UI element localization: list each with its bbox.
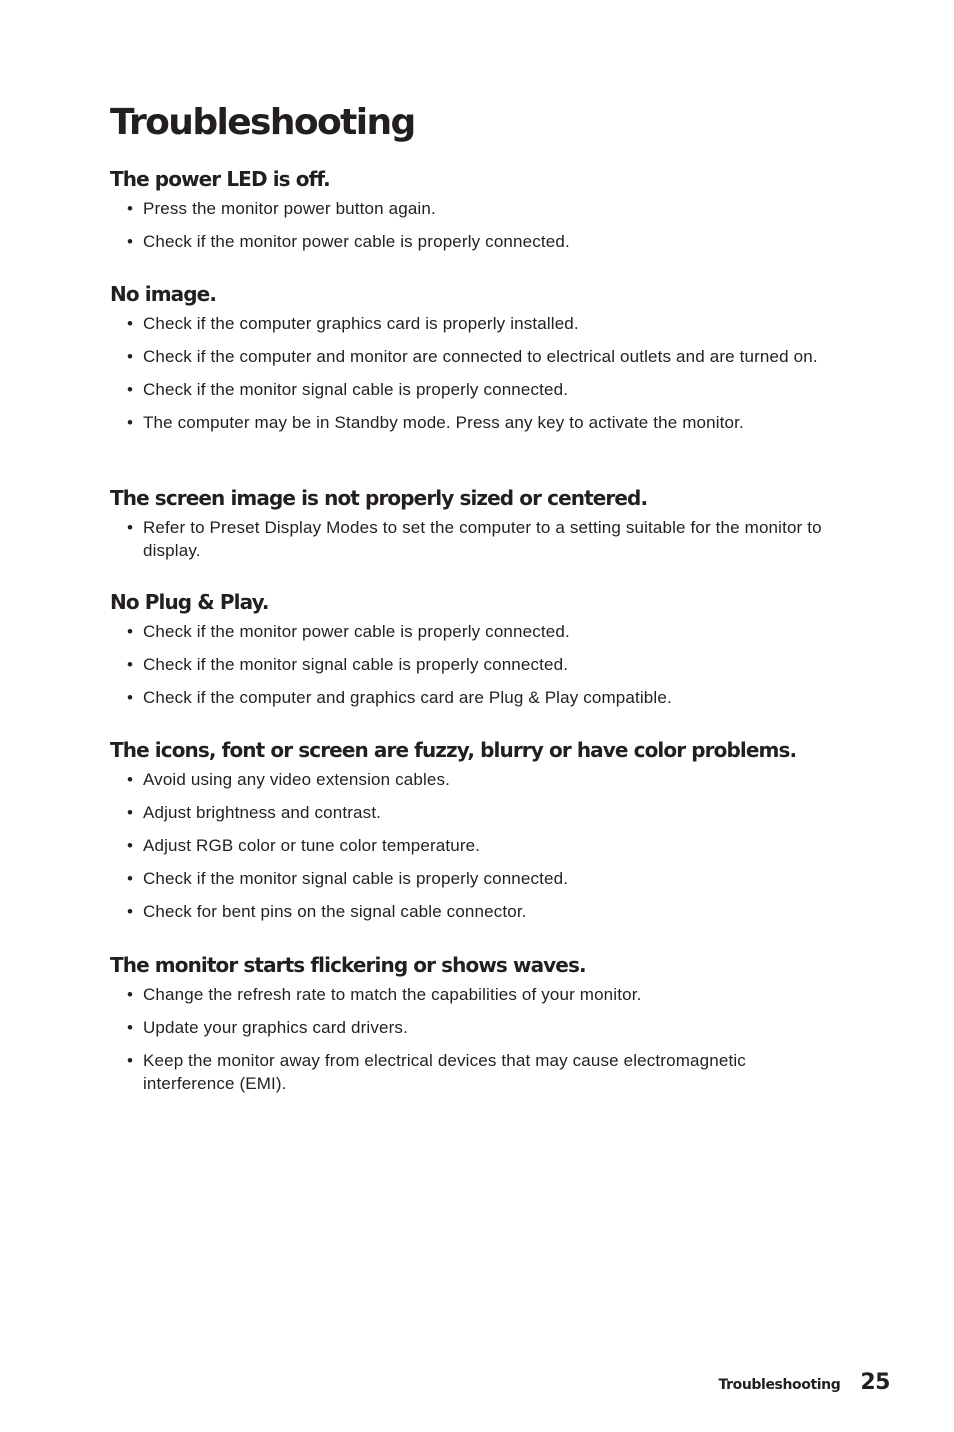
- bullet-icon: •: [127, 803, 134, 822]
- page-title: Troubleshooting: [110, 102, 415, 143]
- bullet-icon: •: [127, 232, 134, 251]
- list-item-text: Check if the computer and graphics card are Plug & Play compatible.: [143, 688, 672, 707]
- list-item-text: Press the monitor power button again.: [143, 199, 436, 218]
- list-item: [110, 197, 830, 220]
- list-item: [110, 1049, 830, 1095]
- bullet-icon: •: [127, 655, 134, 674]
- list-item-text: Keep the monitor away from electrical devices that may cause electromagnetic interference (EMI).: [143, 1051, 746, 1093]
- list-item: [110, 378, 830, 401]
- bullet-list: [110, 768, 830, 923]
- list-item: [110, 411, 830, 434]
- bullet-icon: •: [127, 688, 134, 707]
- section-heading: The monitor starts flickering or shows waves.: [110, 953, 586, 977]
- section-fuzzy-display: [110, 737, 830, 933]
- page-number: 25: [860, 1370, 890, 1395]
- list-item-text: Change the refresh rate to match the capabilities of your monitor.: [143, 985, 642, 1004]
- list-item-text: Check if the monitor signal cable is properly connected.: [143, 655, 569, 674]
- bullet-list: [110, 516, 830, 562]
- bullet-list: [110, 983, 830, 1095]
- list-item: [110, 867, 830, 890]
- section-screen-size: [110, 485, 830, 572]
- list-item-text: Refer to Preset Display Modes to set the computer to a setting suitable for the monitor to display.: [143, 518, 822, 560]
- section-heading: No Plug & Play.: [110, 590, 269, 614]
- section-power-led: [110, 166, 830, 263]
- bullet-icon: •: [127, 380, 134, 399]
- bullet-list: [110, 312, 830, 434]
- list-item-text: Check for bent pins on the signal cable connector.: [143, 902, 527, 921]
- bullet-icon: •: [127, 413, 134, 432]
- bullet-icon: •: [127, 770, 134, 789]
- bullet-icon: •: [127, 902, 134, 921]
- list-item: [110, 834, 830, 857]
- page-footer: [719, 1370, 890, 1395]
- list-item: [110, 230, 830, 253]
- list-item: [110, 653, 830, 676]
- list-item-text: Update your graphics card drivers.: [143, 1018, 408, 1037]
- bullet-icon: •: [127, 199, 134, 218]
- bullet-list: [110, 620, 830, 709]
- list-item: [110, 516, 830, 562]
- section-no-image: [110, 281, 830, 444]
- list-item: [110, 686, 830, 709]
- list-item: [110, 801, 830, 824]
- list-item: [110, 768, 830, 791]
- list-item: [110, 983, 830, 1006]
- footer-section-label: Troubleshooting: [718, 1377, 841, 1393]
- section-heading: The icons, font or screen are fuzzy, blurry or have color problems.: [110, 738, 797, 762]
- list-item-text: Check if the monitor signal cable is properly connected.: [143, 380, 569, 399]
- bullet-icon: •: [127, 622, 134, 641]
- list-item-text: Avoid using any video extension cables.: [143, 770, 451, 789]
- list-item: [110, 312, 830, 335]
- bullet-icon: •: [127, 518, 134, 537]
- section-plug-and-play: [110, 589, 830, 719]
- list-item: [110, 900, 830, 923]
- bullet-icon: •: [127, 347, 134, 366]
- bullet-icon: •: [127, 836, 134, 855]
- bullet-icon: •: [127, 314, 134, 333]
- list-item: [110, 620, 830, 643]
- list-item: [110, 1016, 830, 1039]
- list-item-text: Check if the computer graphics card is properly installed.: [143, 314, 579, 333]
- bullet-list: [110, 197, 830, 253]
- list-item-text: Adjust brightness and contrast.: [143, 803, 382, 822]
- bullet-icon: •: [127, 869, 134, 888]
- list-item-text: Adjust RGB color or tune color temperature.: [143, 836, 481, 855]
- list-item-text: Check if the monitor signal cable is properly connected.: [143, 869, 569, 888]
- list-item-text: Check if the computer and monitor are connected to electrical outlets and are turned on.: [143, 347, 818, 366]
- section-flickering: [110, 952, 830, 1105]
- list-item-text: Check if the monitor power cable is properly connected.: [143, 232, 570, 251]
- bullet-icon: •: [127, 985, 134, 1004]
- section-heading: The screen image is not properly sized or centered.: [110, 486, 648, 510]
- bullet-icon: •: [127, 1018, 134, 1037]
- section-heading: No image.: [110, 282, 217, 306]
- section-heading: The power LED is off.: [110, 167, 330, 191]
- list-item-text: Check if the monitor power cable is properly connected.: [143, 622, 570, 641]
- list-item-text: The computer may be in Standby mode. Press any key to activate the monitor.: [143, 413, 744, 432]
- bullet-icon: •: [127, 1051, 134, 1070]
- list-item: [110, 345, 830, 368]
